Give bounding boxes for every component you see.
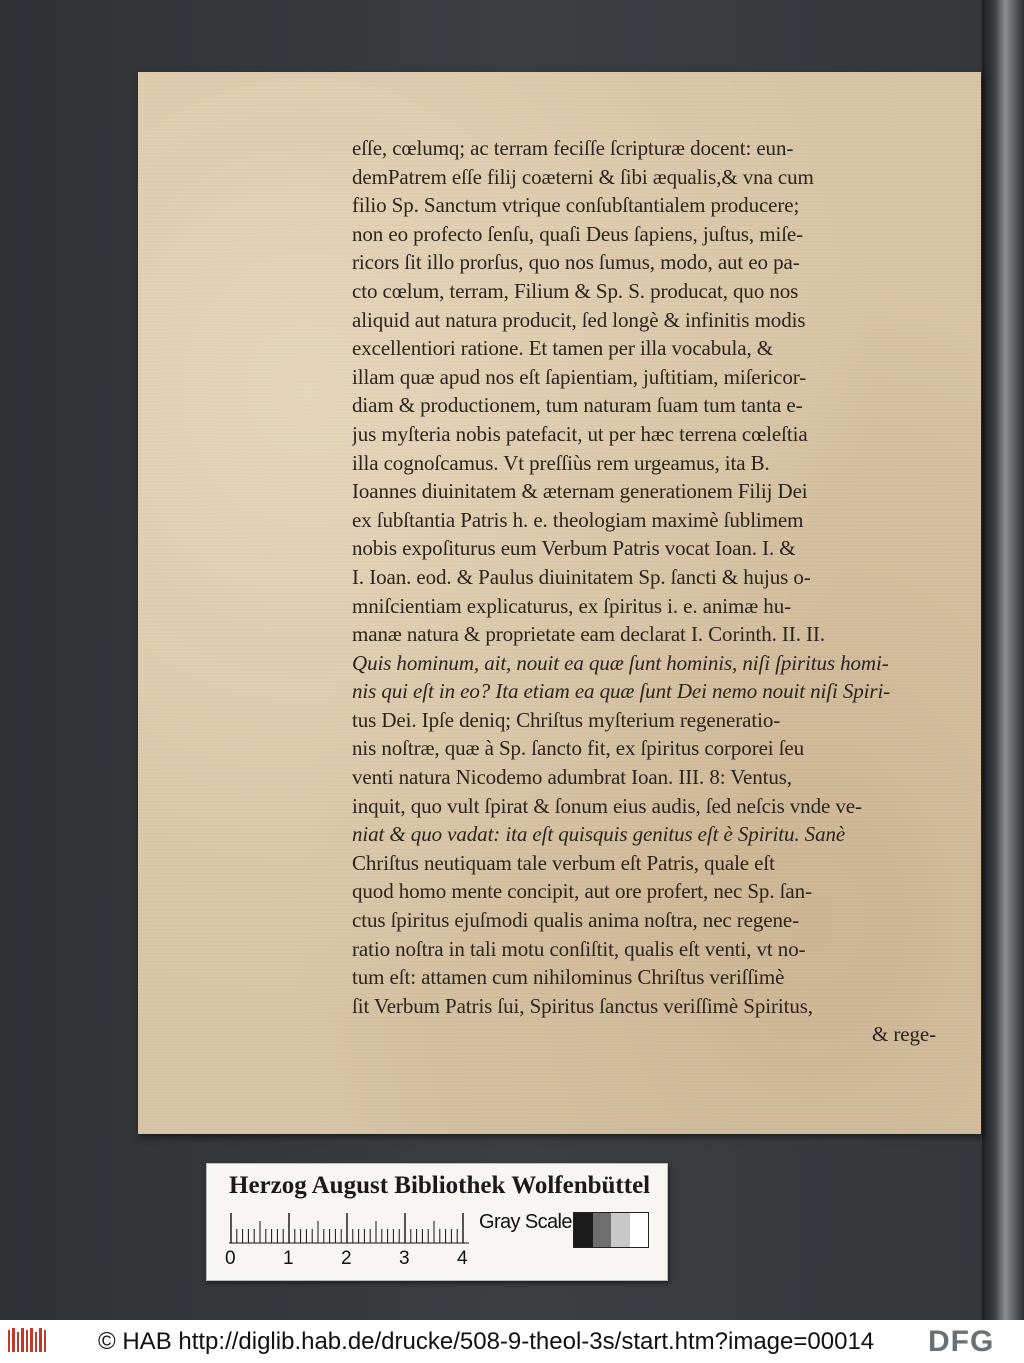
gray-swatch: [593, 1213, 612, 1247]
page-text-block: [352, 134, 942, 1049]
text-line: niat & quo vadat: ita eſt quisquis genitus eſt è Spiritu. Sanè: [352, 822, 846, 847]
text-line: aliquid aut natura producit, ſed longè & infinitis modis: [352, 307, 806, 332]
text-line: illam quæ apud nos eſt ſapientiam, juſtitiam, miſericor-: [352, 364, 807, 389]
ruler-scale-icon: [229, 1210, 469, 1244]
ruler-number: 2: [341, 1248, 352, 1269]
text-line: nobis expoſiturus eum Verbum Patris vocat Ioan. I. &: [352, 536, 796, 561]
text-line: ricors ſit illo prorſus, quo nos ſumus, modo, aut eo pa-: [352, 250, 800, 275]
library-label-card: [206, 1163, 668, 1281]
ruler-number: 3: [399, 1248, 410, 1269]
text-line: ex ſubſtantia Patris h. e. theologiam maximè ſublimem: [352, 507, 804, 532]
text-line: quod homo mente concipit, aut ore profert, nec Sp. ſan-: [352, 879, 812, 904]
text-line: illa cognoſcamus. Vt preſſiùs rem urgeamus, ita B.: [352, 450, 770, 475]
book-edge-strip: [982, 0, 1024, 1320]
gray-scale-chart: [573, 1212, 649, 1248]
text-line: mniſcientiam explicaturus, ex ſpiritus i. e. animæ hu-: [352, 593, 792, 618]
ruler-number: 1: [283, 1248, 294, 1269]
gray-swatch: [630, 1213, 649, 1247]
text-line: venti natura Nicodemo adumbrat Ioan. III. 8: Ventus,: [352, 765, 792, 790]
ruler-number: 0: [225, 1248, 236, 1269]
text-line: filio Sp. Sanctum vtrique conſubſtantialem producere;: [352, 193, 800, 218]
text-line: eſſe, cœlumq; ac terram feciſſe ſcripturæ docent: eun-: [352, 136, 794, 160]
gray-swatch: [574, 1213, 593, 1247]
text-line: cto cœlum, terram, Filium & Sp. S. producat, quo nos: [352, 278, 799, 303]
text-line: demPatrem eſſe filij coæterni & ſibi æqualis,& vna cum: [352, 164, 814, 189]
library-name: Herzog August Bibliothek Wolfenbüttel: [229, 1172, 651, 1199]
text-line: ratio noſtra in tali motu conſiſtit, qualis eſt venti, vt no-: [352, 936, 806, 961]
text-line: I. Ioan. eod. & Paulus diuinitatem Sp. ſancti & hujus o-: [352, 564, 811, 589]
text-line: manæ natura & proprietate eam declarat I. Corinth. II. II.: [352, 622, 825, 647]
text-line: tus Dei. Ipſe deniq; Chriſtus myſterium regeneratio-: [352, 707, 781, 732]
text-line: ſit Verbum Patris ſui, Spiritus ſanctus veriſſimè Spiritus,: [352, 993, 813, 1018]
copyright-url-text[interactable]: © HAB http://diglib.hab.de/drucke/508-9-theol-3s/start.htm?image=00014: [98, 1328, 875, 1355]
text-line: nis qui eſt in eo? Ita etiam ea quæ ſunt Dei nemo nouit niſi Spiri-: [352, 679, 891, 704]
footer-bar: [0, 1320, 1024, 1363]
text-line: Chriſtus neutiquam tale verbum eſt Patris, quale eſt: [352, 850, 775, 875]
ruler-numbers: [221, 1248, 481, 1272]
text-line: inquit, quo vult ſpirat & ſonum eius audis, ſed neſcis vnde ve-: [352, 793, 862, 818]
text-line: excellentiori ratione. Et tamen per illa vocabula, &: [352, 336, 774, 361]
gray-swatch: [611, 1213, 630, 1247]
text-line: non eo profecto ſenſu, quaſi Deus ſapiens, juſtus, miſe-: [352, 221, 804, 246]
text-line: tum eſt: attamen cum nihilominus Chriſtus veriſſimè: [352, 965, 785, 990]
text-line: nis noſtræ, quæ à Sp. ſancto fit, ex ſpiritus corporei ſeu: [352, 736, 805, 761]
hab-barcode-icon: [8, 1326, 48, 1356]
dfg-logo: DFG: [928, 1325, 995, 1358]
text-line: Quis hominum, ait, nouit ea quæ ſunt hominis, niſi ſpiritus homi-: [352, 650, 889, 675]
text-line: Ioannes diuinitatem & æternam generationem Filij Dei: [352, 479, 808, 504]
text-line: diam & productionem, tum naturam ſuam tum tanta e-: [352, 393, 803, 418]
catchword: & rege-: [871, 1022, 936, 1047]
ruler-number: 4: [457, 1248, 468, 1269]
text-line: ctus ſpiritus ejuſmodi qualis anima noſtra, nec regene-: [352, 908, 800, 933]
gray-scale-label: Gray Scale: [479, 1211, 572, 1233]
text-line: jus myſteria nobis patefacit, ut per hæc terrena cœleſtia: [352, 421, 808, 446]
